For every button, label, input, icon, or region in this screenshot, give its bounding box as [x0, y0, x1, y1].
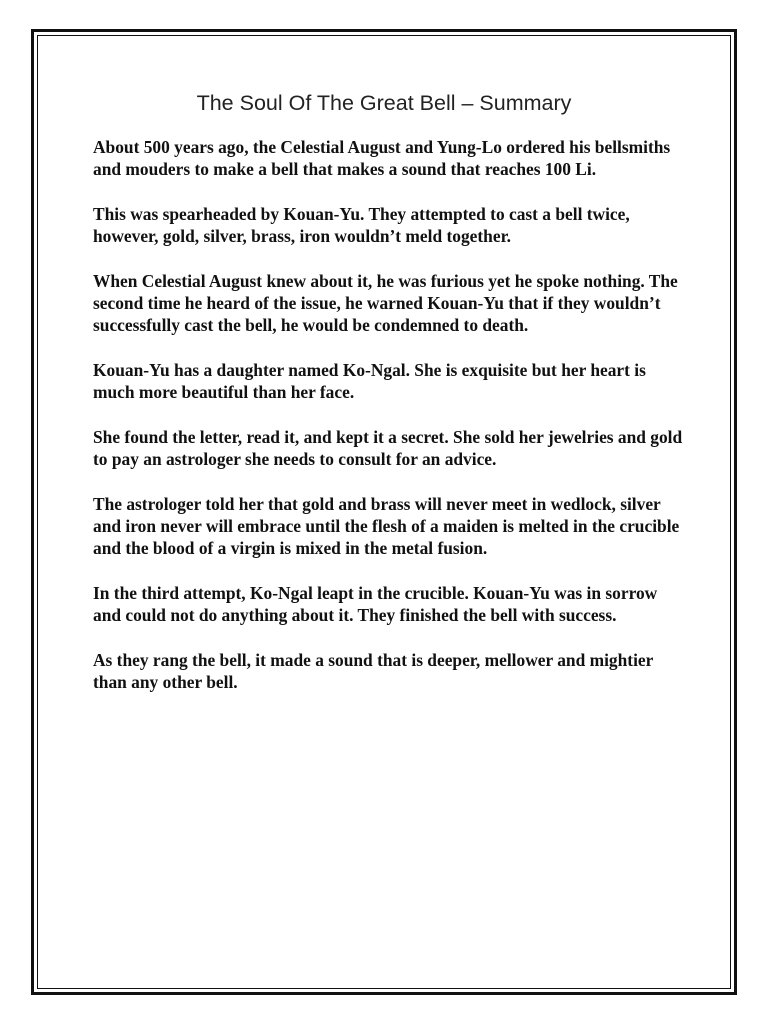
paragraph-7: In the third attempt, Ko-Ngal leapt in the crucible. Kouan-Yu was in sorrow and could not do anything about it. They finished the bell with success. [93, 582, 658, 626]
paragraph-5: She found the letter, read it, and kept it a secret. She sold her jewelries and gold to pay an astrologer she needs to consult for an advice. [93, 426, 683, 470]
document-body [93, 136, 683, 716]
paragraph-4: Kouan-Yu has a daughter named Ko-Ngal. She is exquisite but her heart is much more beautiful than her face. [93, 359, 646, 403]
paragraph-3: When Celestial August knew about it, he was furious yet he spoke nothing. The second time he heard of the issue, he warned Kouan-Yu that if they wouldn’t successfully cast the bell, he would be condemned to death. [93, 270, 678, 336]
paragraph-1: About 500 years ago, the Celestial August and Yung-Lo ordered his bellsmiths and mouders to make a bell that makes a sound that reaches 100 Li. [93, 137, 671, 180]
paragraph-6: The astrologer told her that gold and brass will never meet in wedlock, silver and iron never will embrace until the flesh of a maiden is melted in the crucible and the blood of a virgin is mixed in the metal fusion. [93, 493, 680, 559]
paragraph-8: As they rang the bell, it made a sound that is deeper, mellower and mightier than any other bell. [93, 649, 654, 693]
paragraph-2: This was spearheaded by Kouan-Yu. They attempted to cast a bell twice, however, gold, silver, brass, iron wouldn’t meld together. [93, 203, 630, 247]
document-title: The Soul Of The Great Bell – Summary [196, 91, 572, 115]
